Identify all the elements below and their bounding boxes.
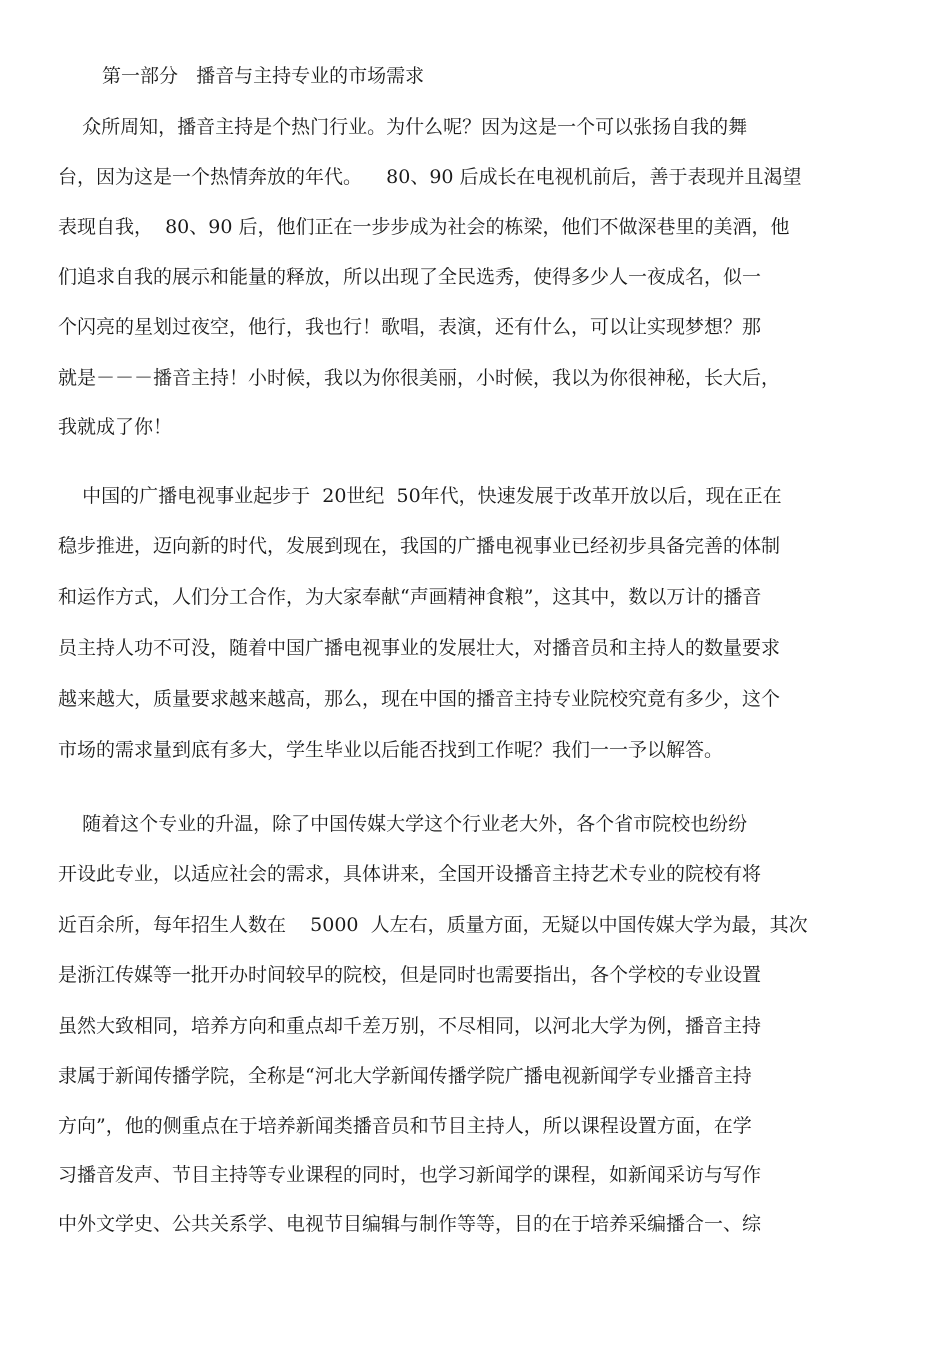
- paragraph-line: 是浙江传媒等一批开办时间较早的院校，但是同时也需要指出，各个学校的专业设置: [58, 964, 762, 986]
- paragraph-line: 表现自我， 80、90 后，他们正在一步步成为社会的栋梁，他们不做深巷里的美酒，他: [58, 216, 790, 238]
- paragraph-line: 方向”，他的侧重点在于培养新闻类播音员和节目主持人，所以课程设置方面，在学: [58, 1115, 752, 1137]
- paragraph-line: 众所周知，播音主持是个热门行业。为什么呢？因为这是一个可以张扬自我的舞: [58, 116, 748, 138]
- paragraph-line: 稳步推进，迈向新的时代，发展到现在，我国的广播电视事业已经初步具备完善的体制: [58, 535, 781, 557]
- paragraph-line: 中外文学史、公共关系学、电视节目编辑与制作等等，目的在于培养采编播合一、综: [58, 1213, 762, 1235]
- paragraph-line: 近百余所，每年招生人数在 5000 人左右，质量方面，无疑以中国传媒大学为最，其次: [58, 914, 808, 936]
- paragraph-line: 中国的广播电视事业起步于 20世纪 50年代，快速发展于改革开放以后，现在正在: [58, 485, 782, 507]
- paragraph-line: 市场的需求量到底有多大，学生毕业以后能否找到工作呢？我们一一予以解答。: [58, 739, 724, 761]
- paragraph-line: 就是－－－播音主持！小时候，我以为你很美丽，小时候，我以为你很神秘，长大后，: [58, 367, 781, 389]
- paragraph-line: 员主持人功不可没，随着中国广播电视事业的发展壮大，对播音员和主持人的数量要求: [58, 637, 781, 659]
- paragraph-line: 我就成了你！: [58, 416, 173, 438]
- paragraph-line: 个闪亮的星划过夜空，他行，我也行！歌唱，表演，还有什么，可以让实现梦想？那: [58, 316, 762, 338]
- section-heading: 第一部分 播音与主持专业的市场需求: [102, 65, 425, 87]
- paragraph-line: 习播音发声、节目主持等专业课程的同时，也学习新闻学的课程，如新闻采访与写作: [58, 1164, 762, 1186]
- paragraph-line: 和运作方式，人们分工合作，为大家奉献“声画精神食粮”，这其中，数以万计的播音: [58, 586, 762, 608]
- paragraph-line: 虽然大致相同，培养方向和重点却千差万别，不尽相同，以河北大学为例，播音主持: [58, 1015, 762, 1037]
- paragraph-line: 们追求自我的展示和能量的释放，所以出现了全民选秀，使得多少人一夜成名，似一: [58, 266, 762, 288]
- paragraph-line: 开设此专业，以适应社会的需求，具体讲来，全国开设播音主持艺术专业的院校有将: [58, 863, 762, 885]
- paragraph-line: 隶属于新闻传播学院，全称是“河北大学新闻传播学院广播电视新闻学专业播音主持: [58, 1065, 752, 1087]
- paragraph-line: 越来越大，质量要求越来越高，那么，现在中国的播音主持专业院校究竟有多少，这个: [58, 688, 781, 710]
- paragraph-line: 随着这个专业的升温，除了中国传媒大学这个行业老大外，各个省市院校也纷纷: [58, 813, 748, 835]
- paragraph-line: 台，因为这是一个热情奔放的年代。 80、90 后成长在电视机前后，善于表现并且渴望: [58, 166, 802, 188]
